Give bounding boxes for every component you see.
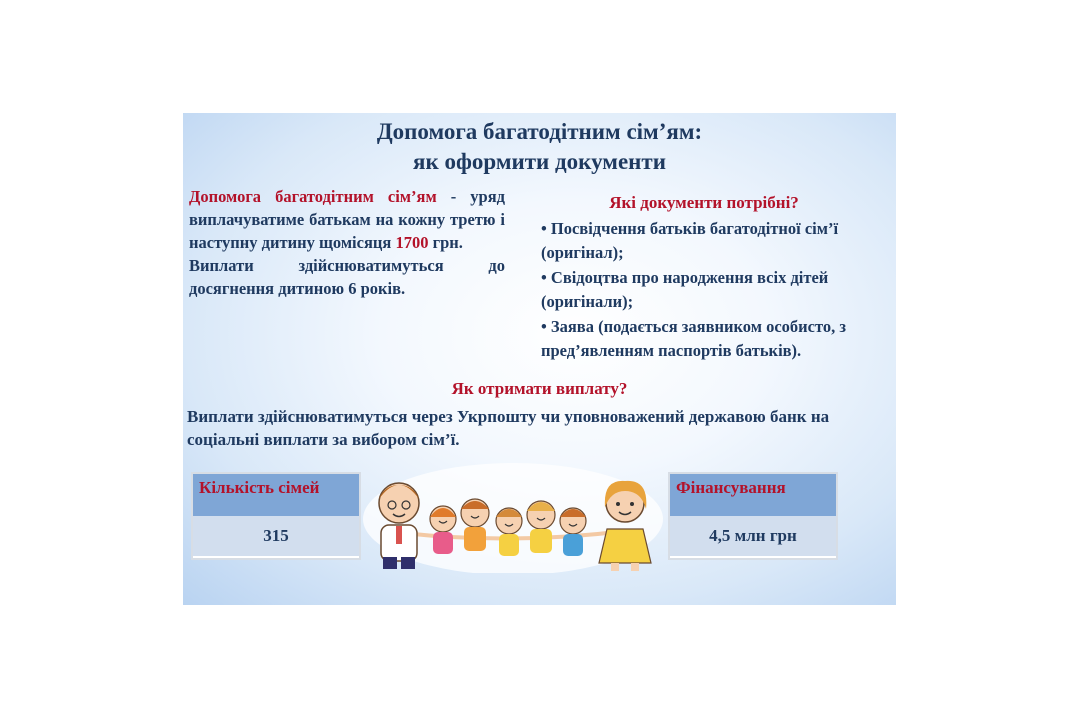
funding-value: 4,5 млн грн bbox=[670, 516, 836, 556]
documents-heading: Які документи потрібні? bbox=[609, 193, 799, 212]
intro-block bbox=[189, 185, 505, 300]
father-figure bbox=[379, 483, 419, 569]
documents-list bbox=[541, 217, 889, 364]
families-count-box bbox=[191, 472, 361, 560]
slide bbox=[183, 113, 896, 605]
slide-title-line2: як оформити документи bbox=[413, 149, 666, 174]
intro-duration: Виплати здійснюватимуться до досягнення дитиною 6 років. bbox=[189, 256, 505, 298]
family-illustration bbox=[363, 459, 663, 573]
intro-text: уряд виплачуватиме батькам на кожну третю і наступну дитину щомісяця bbox=[189, 187, 505, 252]
intro-amount: 1700 bbox=[395, 233, 429, 252]
intro-dash: - bbox=[436, 187, 471, 206]
payment-heading: Як отримати виплату? bbox=[451, 379, 628, 398]
intro-highlight: Допомога багатодітним сім’ям bbox=[189, 187, 437, 206]
payment-text: Виплати здійснюватимуться через Укрпошту чи уповноважений державою банк на соціальні виплати за вибором сім’ї. bbox=[187, 407, 830, 449]
intro-currency: грн. bbox=[428, 233, 463, 252]
families-count-value: 315 bbox=[193, 516, 359, 556]
funding-box bbox=[668, 472, 838, 560]
documents-item: • Свідоцтва про народження всіх дітей (оригінали); bbox=[541, 268, 829, 311]
documents-item: • Заява (подається заявником особисто, з пред’явленням паспортів батьків). bbox=[541, 317, 847, 360]
funding-label: Фінансування bbox=[670, 474, 836, 516]
documents-item: • Посвідчення батьків багатодітної сім’ї (оригінал); bbox=[541, 219, 839, 262]
slide-title-line1: Допомога багатодітним сім’ям: bbox=[376, 119, 703, 144]
families-count-label: Кількість сімей bbox=[193, 474, 359, 516]
